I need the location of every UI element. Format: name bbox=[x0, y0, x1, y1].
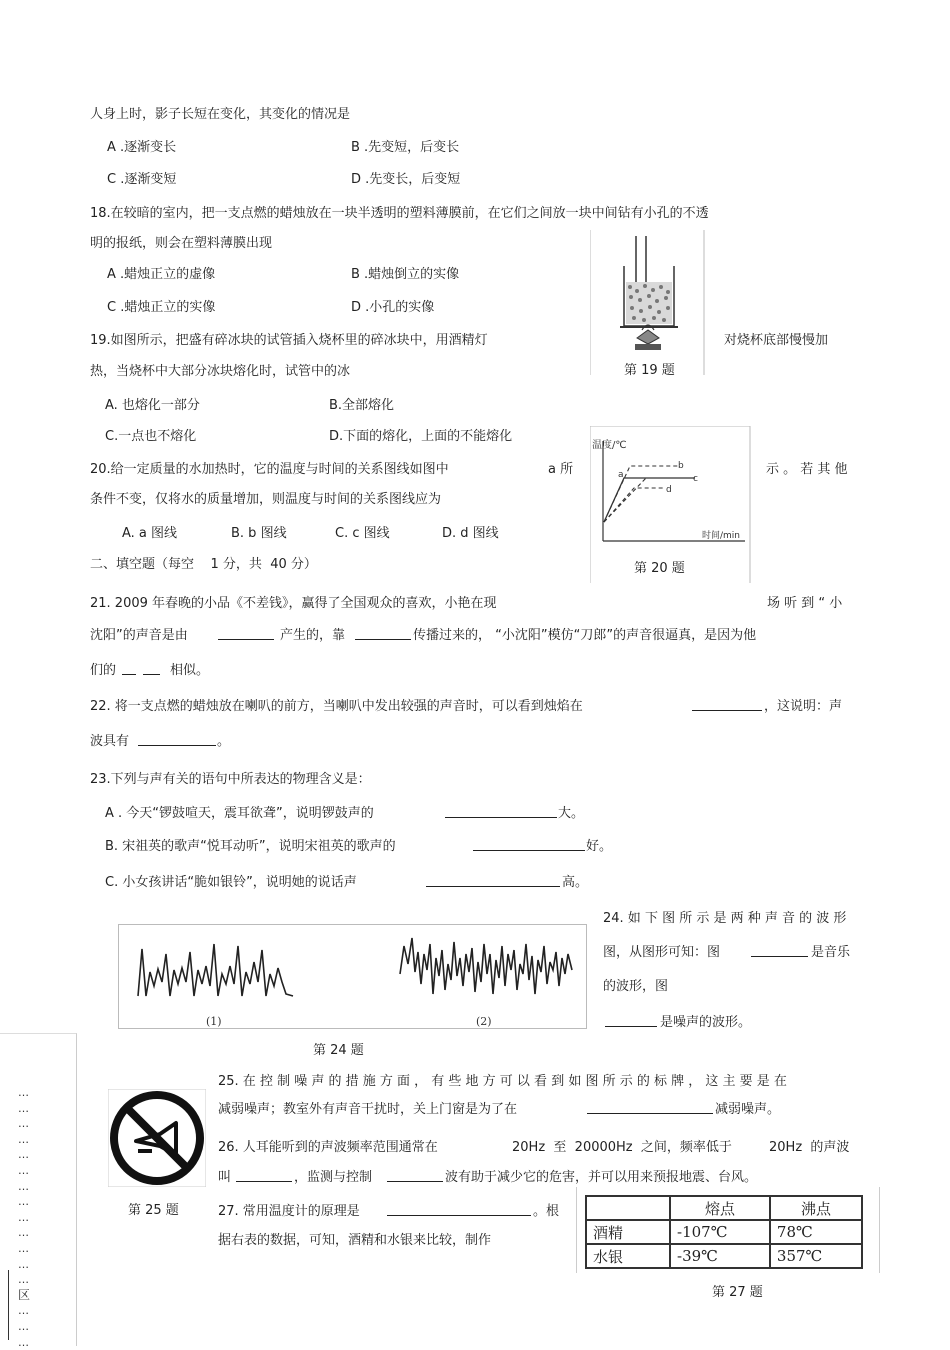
q18-option-d: D .小孔的实像 bbox=[351, 300, 435, 315]
q26-line1a: 26. 人耳能听到的声波频率范围通常在 bbox=[218, 1140, 438, 1155]
q19-option-a: A. 也熔化一部分 bbox=[105, 398, 200, 413]
binding-char: 区 bbox=[18, 1287, 31, 1302]
q27-line1a: 27. 常用温度计的原理是 bbox=[218, 1204, 360, 1219]
curve-d-label: d bbox=[666, 485, 672, 495]
q23-blank-a[interactable] bbox=[445, 804, 557, 818]
q23-c-end: 高。 bbox=[562, 875, 589, 890]
table-cell: -107℃ bbox=[670, 1220, 770, 1244]
q23-stem: 23.下列与声有关的语句中所表达的物理含义是： bbox=[90, 772, 371, 787]
q18-line2: 明的报纸，则会在塑料薄膜出现 bbox=[90, 236, 273, 251]
q24-line2b: 是音乐 bbox=[811, 945, 851, 960]
q21-line3a: 们的 bbox=[90, 663, 117, 678]
table-cell: 水银 bbox=[586, 1244, 670, 1268]
q19-caption: 第 19 题 bbox=[624, 363, 675, 378]
q22-line2b: 。 bbox=[217, 734, 231, 749]
curve-c bbox=[604, 478, 694, 522]
q25-blank[interactable] bbox=[587, 1100, 713, 1114]
curve-b-label: b bbox=[678, 461, 684, 471]
q25-line1: 25. 在 控 制 噪 声 的 措 施 方 面 ， 有 些 地 方 可 以 看 到 如 图 所 示 的 标 牌 ， 这 主 要 是 在 bbox=[218, 1074, 787, 1089]
table-row bbox=[586, 1220, 862, 1244]
q20-option-a: A. a 图线 bbox=[122, 526, 178, 541]
q20-ylabel: 温度/℃ bbox=[592, 440, 627, 451]
q17-option-b: B .先变短，后变长 bbox=[351, 140, 460, 155]
q25-figure bbox=[108, 1089, 206, 1187]
q18-option-b: B .蜡烛倒立的实像 bbox=[351, 267, 460, 282]
curve-a-label: a bbox=[618, 470, 624, 480]
q20-line1a: 20.给一定质量的水加热时，它的温度与时间的关系图线如图中 bbox=[90, 462, 449, 477]
q21-line1a: 21. 2009 年春晚的小品《不差钱》，赢得了全国观众的喜欢，小艳在现 bbox=[90, 596, 497, 611]
waveform-1-label: (1) bbox=[206, 1015, 222, 1028]
sound-waveforms bbox=[118, 924, 588, 1030]
q21-line2c: 传播过来的， “小沈阳”模仿“刀郎”的声音很逼真，是因为他 bbox=[413, 628, 757, 643]
q21-line2b: 产生的，靠 bbox=[280, 628, 346, 643]
q27-blank[interactable] bbox=[387, 1202, 531, 1216]
q21-blank-3b[interactable] bbox=[143, 661, 160, 675]
table-header-row bbox=[586, 1196, 862, 1220]
q19-figure bbox=[590, 230, 705, 375]
curve-a bbox=[604, 478, 695, 522]
q27-line2: 据右表的数据，可知，酒精和水银来比较，制作 bbox=[218, 1233, 492, 1248]
q17-option-d: D .先变长，后变短 bbox=[351, 172, 461, 187]
binding-line bbox=[8, 1270, 9, 1340]
q25-line2a: 减弱噪声；教室外有声音干扰时，关上门窗是为了在 bbox=[218, 1102, 518, 1117]
q19-line1b: 对烧杯底部慢慢加 bbox=[724, 333, 829, 348]
q23-b-end: 好。 bbox=[586, 839, 613, 854]
q18-line1: 18.在较暗的室内，把一支点燃的蜡烛放在一块半透明的塑料薄膜前，在它们之间放一块中间钻有小孔的不透 bbox=[90, 206, 709, 221]
q21-blank-2[interactable] bbox=[355, 626, 411, 640]
table-header-empty bbox=[586, 1196, 670, 1220]
waveform-2-label: (2) bbox=[476, 1015, 492, 1028]
q24-line2a: 图，从图形可知：图 bbox=[603, 945, 721, 960]
q17-option-c: C .逐渐变短 bbox=[107, 172, 177, 187]
q24-line3: 的波形，图 bbox=[603, 979, 669, 994]
q26-line1c: 20Hz 的声波 bbox=[769, 1140, 850, 1155]
waveform-music bbox=[138, 944, 293, 996]
q21-line1b: 场 听 到 “ 小 bbox=[767, 596, 843, 611]
q23-a-text: A . 今天“锣鼓喧天，震耳欲聋”，说明锣鼓声的 bbox=[105, 806, 374, 821]
q20-option-c: C. c 图线 bbox=[335, 526, 390, 541]
curve-d bbox=[604, 488, 664, 522]
q22-blank-2[interactable] bbox=[138, 732, 216, 746]
q25-caption: 第 25 题 bbox=[128, 1203, 179, 1218]
q20-xlabel: 时间/min bbox=[702, 531, 741, 541]
q23-c-text: C. 小女孩讲话“脆如银铃”，说明她的说话声 bbox=[105, 875, 357, 890]
q18-option-a: A .蜡烛正立的虚像 bbox=[107, 267, 216, 282]
q19-line2: 热，当烧杯中大部分冰块熔化时，试管中的冰 bbox=[90, 364, 351, 379]
q17-option-a: A .逐渐变长 bbox=[107, 140, 177, 155]
q18-option-c: C .蜡烛正立的实像 bbox=[107, 300, 216, 315]
q22-line2a: 波具有 bbox=[90, 734, 130, 749]
q19-option-b: B.全部熔化 bbox=[329, 398, 395, 413]
q19-option-c: C.一点也不熔化 bbox=[105, 429, 197, 444]
binding-dots: … … … … … … … … … … … … … 区 … … … bbox=[18, 1086, 31, 1349]
q27-figure bbox=[576, 1187, 880, 1273]
q21-blank-1[interactable] bbox=[218, 626, 274, 640]
q17-stem: 人身上时，影子长短在变化，其变化的情况是 bbox=[90, 107, 351, 122]
q26-blank-1[interactable] bbox=[236, 1168, 292, 1182]
section-2-heading: 二、填空题（每空 1 分，共 40 分） bbox=[90, 557, 317, 572]
table-header-melting: 熔点 bbox=[670, 1196, 770, 1220]
curve-c-label: c bbox=[693, 474, 698, 484]
table-header-boiling: 沸点 bbox=[770, 1196, 862, 1220]
q26-line1b: 20Hz 至 20000Hz 之间，频率低于 bbox=[512, 1140, 732, 1155]
q23-b-text: B. 宋祖英的歌声“悦耳动听”，说明宋祖英的歌声的 bbox=[105, 839, 396, 854]
q22-line1a: 22. 将一支点燃的蜡烛放在喇叭的前方，当喇叭中发出较强的声音时，可以看到烛焰在 bbox=[90, 699, 583, 714]
q23-blank-b[interactable] bbox=[473, 837, 585, 851]
q21-blank-3a[interactable] bbox=[122, 661, 136, 675]
q22-blank-1[interactable] bbox=[692, 697, 762, 711]
q26-line2a: 叫 bbox=[218, 1170, 232, 1185]
q23-a-end: 大。 bbox=[558, 806, 585, 821]
melting-boiling-table bbox=[585, 1195, 863, 1269]
waveform-noise bbox=[400, 938, 572, 994]
q20-option-d: D. d 图线 bbox=[442, 526, 499, 541]
q23-blank-c[interactable] bbox=[426, 873, 560, 887]
table-row bbox=[586, 1244, 862, 1268]
q20-line2: 条件不变，仅将水的质量增加，则温度与时间的关系图线应为 bbox=[90, 492, 442, 507]
table-cell: 酒精 bbox=[586, 1220, 670, 1244]
no-horn-sign-icon bbox=[108, 1089, 206, 1187]
q26-line2c: 波有助于减少它的危害，并可以用来预报地震、台风。 bbox=[445, 1170, 758, 1185]
q24-line4: 是噪声的波形。 bbox=[660, 1015, 752, 1030]
q19-line1a: 19.如图所示，把盛有碎冰块的试管插入烧杯里的碎冰块中，用酒精灯 bbox=[90, 333, 488, 348]
q20-line1c: 示 。 若 其 他 bbox=[766, 462, 848, 477]
q20-caption: 第 20 题 bbox=[634, 561, 685, 576]
q21-line2a: 沈阳”的声音是由 bbox=[90, 628, 188, 643]
q22-line1b: ，这说明：声 bbox=[764, 699, 843, 714]
table-cell: 78℃ bbox=[770, 1220, 862, 1244]
q24-figure bbox=[118, 924, 588, 1030]
q20-line1b: a 所 bbox=[548, 462, 574, 477]
q24-line1: 24. 如 下 图 所 示 是 两 种 声 音 的 波 形 bbox=[603, 911, 847, 926]
q27-caption: 第 27 题 bbox=[712, 1285, 763, 1300]
table-cell: 357℃ bbox=[770, 1244, 862, 1268]
q24-blank-2[interactable] bbox=[605, 1013, 657, 1027]
table-cell: -39℃ bbox=[670, 1244, 770, 1268]
q20-option-b: B. b 图线 bbox=[231, 526, 287, 541]
q26-blank-2[interactable] bbox=[387, 1168, 443, 1182]
q21-line3b: 相似。 bbox=[170, 663, 210, 678]
q24-caption: 第 24 题 bbox=[313, 1043, 364, 1058]
binding-margin bbox=[0, 1033, 77, 1346]
q19-option-d: D.下面的熔化，上面的不能熔化 bbox=[329, 429, 513, 444]
q26-line2b: ，监测与控制 bbox=[294, 1170, 373, 1185]
q24-blank-1[interactable] bbox=[751, 943, 808, 957]
q25-line2b: 减弱噪声。 bbox=[715, 1102, 781, 1117]
beaker-burner-illustration bbox=[590, 230, 705, 375]
q27-line1b: 。根 bbox=[533, 1204, 560, 1219]
